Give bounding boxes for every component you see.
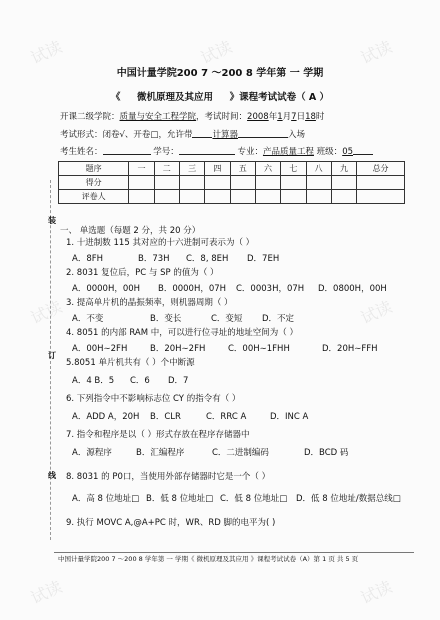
question-6: 6. 下列指令中不影响标志位 CY 的指令有（ ）: [66, 394, 241, 404]
q4-option-d: D．20H∼FFH: [322, 344, 378, 354]
q1-option-c: C．8, 8EH: [186, 254, 229, 264]
class-field: 05: [342, 147, 354, 157]
section-heading: 一、 单选题（每题 2 分，共 20 分）: [60, 226, 201, 236]
watermark: 试读: [357, 577, 395, 608]
name-field: [103, 145, 151, 155]
q4-option-a: A．00H∼2FH: [72, 344, 128, 354]
q8-option-b: B．低 8 位地址□: [146, 494, 214, 504]
footer-rule: [54, 552, 414, 553]
id-field: [179, 145, 235, 155]
q2-option-c: C．0003H，07H: [236, 284, 305, 294]
q6-option-d: D．INC A: [270, 412, 309, 422]
q5-option-c: C．6: [130, 376, 150, 386]
question-9: 9. 执行 MOVC A,@A+PC 时，WR、RD 脚的电平为( ): [66, 518, 276, 528]
q3-option-c: C．变短: [211, 314, 243, 324]
q8-option-d: D．低 8 位地址/数据总线□: [296, 494, 401, 504]
college-line: 开课二级学院：质量与安全工程学院，考试时间：2008年1月7日18时: [60, 112, 325, 122]
q6-option-a: A．ADD A，20H: [72, 412, 140, 422]
question-4: 4. 8051 的内部 RAM 中，可以进行位寻址的地址空间为（ ）: [66, 328, 298, 338]
q7-option-c: C．二进制编码: [212, 448, 269, 458]
q3-option-d: D．不定: [262, 314, 295, 324]
watermark: 试读: [27, 297, 65, 328]
side-mark-xian: 线: [48, 471, 56, 480]
q2-option-b: B．0000H，07H: [158, 284, 227, 294]
side-mark-ding: 订: [48, 351, 56, 360]
q8-option-c: C．低 8 位地址□: [220, 494, 288, 504]
q1-option-a: A．8FH: [72, 254, 104, 264]
score-row: 得分: [59, 176, 405, 190]
exam-title: 中国计量学院200 7 ～200 8 学年第 一 学期: [116, 68, 324, 79]
watermark: 试读: [357, 37, 395, 68]
exam-form-line: 考试形式：闭卷√、开卷□，允许带 计算器 入场: [60, 130, 305, 140]
side-mark-zhuang: 装: [48, 216, 56, 225]
q7-option-a: A．源程序: [72, 448, 112, 458]
score-table: [58, 161, 405, 204]
q3-option-b: B．变长: [150, 314, 182, 324]
q2-option-d: D．0800H，00H: [318, 284, 387, 294]
question-5: 5.8051 单片机共有（ ）个中断源: [66, 358, 195, 368]
q5-option-d: D．7: [168, 376, 189, 386]
q7-option-d: D．BCD 码: [304, 448, 349, 458]
q7-option-b: B．汇编程序: [136, 448, 185, 458]
allowed-items: 计算器: [212, 130, 238, 140]
q6-option-b: B．CLR: [150, 412, 181, 422]
q4-option-b: B．20H∼2FH: [150, 344, 206, 354]
q5-option-ab: A．4 B．5: [72, 376, 115, 386]
major-field: 产品质量工程: [262, 147, 314, 157]
question-2: 2. 8031 复位后，PC 与 SP 的值为（ ）: [66, 268, 219, 278]
course-name: 微机原理及其应用: [137, 92, 214, 103]
q1-option-b: B．73H: [138, 254, 170, 264]
watermark: 试读: [27, 577, 65, 608]
q1-option-d: D．7EH: [247, 254, 280, 264]
question-7: 7. 指令和程序是以（ ）形式存放在程序存储器中: [66, 430, 250, 440]
page-footer: 中国计量学院200 7 ～200 8 学年第 一 学期《 微机原理及其应用 》课程考试试卷（A）第 1 页 共 5 页: [58, 555, 359, 563]
q2-option-a: A．0000H，00H: [72, 284, 141, 294]
q6-option-c: C．RRC A: [206, 412, 247, 422]
grader-row: 评卷人: [59, 190, 405, 204]
watermark: 试读: [357, 297, 395, 328]
q3-option-a: A．不变: [72, 314, 104, 324]
watermark: 试读: [27, 37, 65, 68]
question-1: 1. 十进制数 115 其对应的十六进制可表示为（ ）: [66, 238, 255, 248]
q8-option-a: A．高 8 位地址□: [72, 494, 140, 504]
student-line: 考生姓名： 学号： 专业：产品质量工程 班级：05: [60, 145, 373, 158]
college-field: 质量与安全工程学院: [119, 112, 197, 122]
watermark: 试读: [197, 37, 235, 68]
question-8: 8. 8031 的 P0口，当使用外部存储器时它是一个（ ）: [66, 472, 271, 482]
exam-subtitle: 《 微机原理及其应用 》课程考试试卷（ A ）: [110, 92, 330, 103]
score-header-row: 题序 一 二 三 四 五 六 七 八 九 总分: [59, 162, 405, 176]
question-3: 3. 提高单片机的晶振频率，则机器周期（ ）: [66, 298, 233, 308]
q4-option-c: C．00H∼1FHH: [228, 344, 290, 354]
